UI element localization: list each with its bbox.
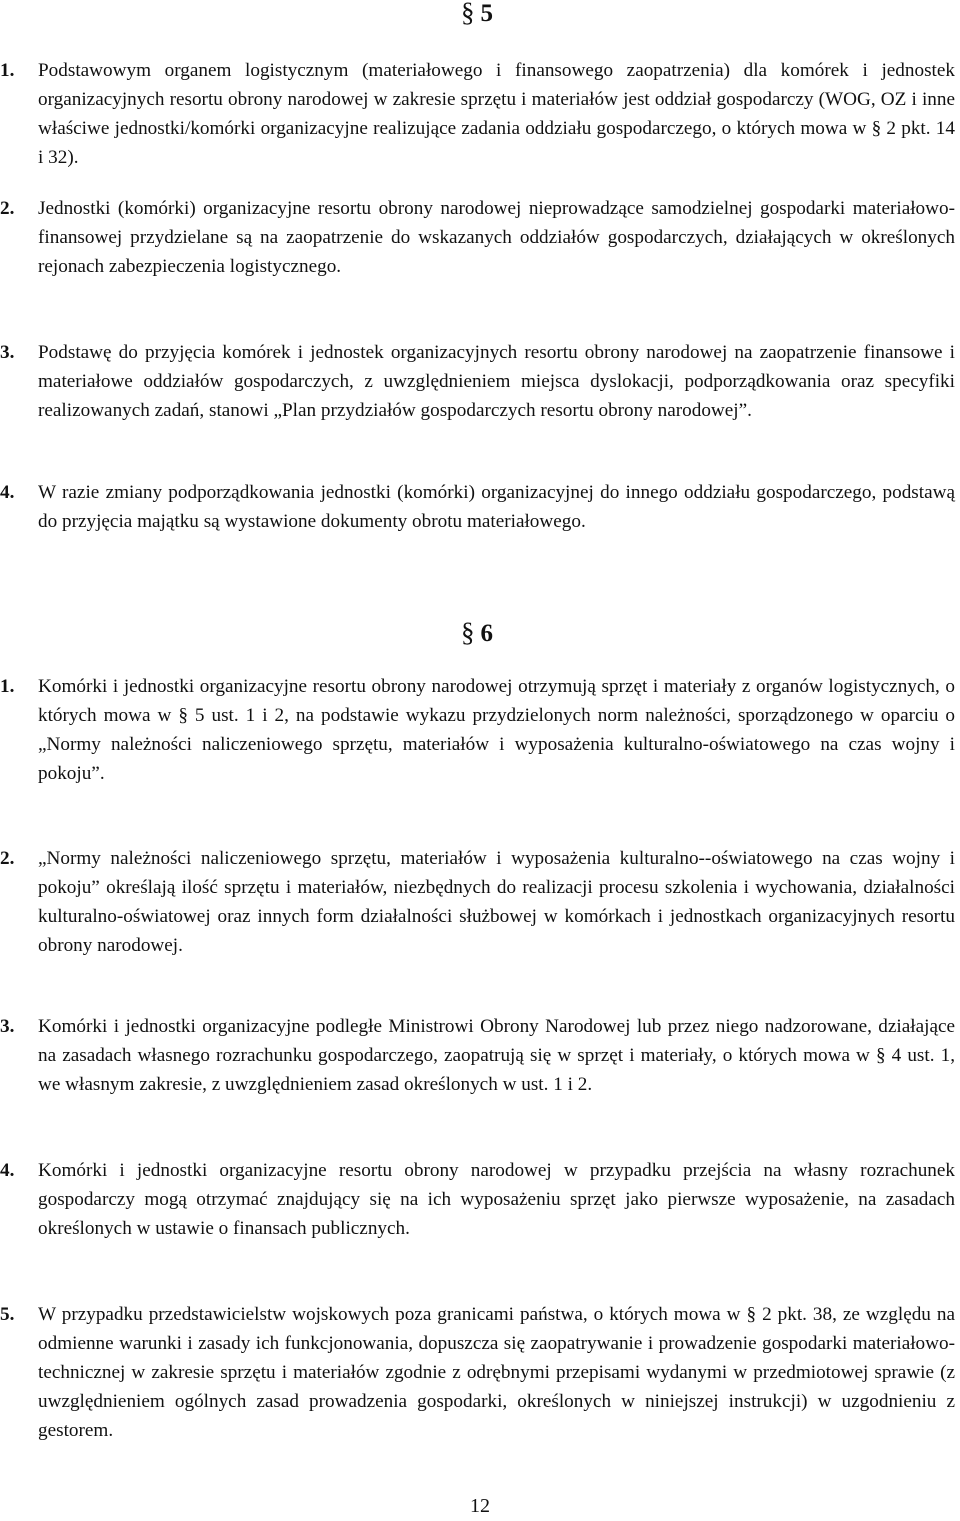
section-symbol: §: [461, 0, 475, 27]
paragraph-text: Podstawę do przyjęcia komórek i jednostek organizacyjnych resortu obrony narodowej na zaopatrzenie finansowe i materiałowe oddziałów gospodarczych, z uwzględnieniem miejsca dyslokacji, podporządkowania oraz specyfiki realizowanych zadań, stanowi „Plan przydziałów gospodarczych resortu obrony narodowej”.: [38, 342, 955, 421]
s5-paragraph-1: [0, 56, 955, 172]
s6-paragraph-1: [0, 672, 955, 788]
s5-paragraph-2: [0, 194, 955, 281]
s6-paragraph-2: [0, 844, 955, 960]
s5-paragraph-4: [0, 478, 955, 536]
s6-paragraph-3: [0, 1012, 955, 1099]
paragraph-number: 2.: [0, 198, 15, 219]
s6-paragraph-5: [0, 1300, 955, 1445]
section-number: 5: [480, 0, 493, 27]
paragraph-number: 1.: [0, 60, 15, 81]
paragraph-text: „Normy należności naliczeniowego sprzętu, materiałów i wyposażenia kulturalno--oświatowego na czas wojny i pokoju” określają ilość sprzętu i materiałów, niezbędnych do realizacji procesu szkolenia i wychowania, działalności kulturalno-oświatowej oraz innych form działalności służbowej w komórkach i jednostkach organizacyjnych resortu obrony narodowej.: [38, 848, 955, 956]
section-6-heading: [461, 617, 493, 647]
page-number: 12: [470, 1495, 490, 1517]
section-number: 6: [480, 620, 493, 647]
section-5-heading: [461, 0, 493, 26]
paragraph-number: 3.: [0, 1016, 15, 1037]
paragraph-number: 5.: [0, 1304, 15, 1325]
paragraph-text: W razie zmiany podporządkowania jednostki (komórki) organizacyjnej do innego oddziału gospodarczego, podstawą do przyjęcia majątku są wystawione dokumenty obrotu materiałowego.: [38, 482, 955, 532]
s5-paragraph-3: [0, 338, 955, 425]
paragraph-text: W przypadku przedstawicielstw wojskowych poza granicami państwa, o których mowa w § 2 pkt. 38, ze względu na odmienne warunki i zasady ich funkcjonowania, dopuszcza się zaopatrywanie i prowadzenie gospodarki materiałowo-technicznej w zakresie sprzętu i materiałów zgodnie z odrębnymi przepisami wydanymi w przedmiotowej sprawie (z uwzględnieniem ogólnych zasad prowadzenia gospodarki, określonych w niniejszej instrukcji) w uzgodnieniu z gestorem.: [38, 1304, 955, 1441]
paragraph-text: Komórki i jednostki organizacyjne podległe Ministrowi Obrony Narodowej lub przez niego nadzorowane, działające na zasadach własnego rozrachunku gospodarczego, zaopatrują się w sprzęt i materiały, o których mowa w § 4 ust. 1, we własnym zakresie, z uwzględnieniem zasad określonych w ust. 1 i 2.: [38, 1016, 955, 1095]
paragraph-number: 4.: [0, 1160, 15, 1181]
paragraph-number: 3.: [0, 342, 15, 363]
paragraph-text: Komórki i jednostki organizacyjne resortu obrony narodowej otrzymują sprzęt i materiały z organów logistycznych, o których mowa w § 5 ust. 1 i 2, na podstawie wykazu przydzielonych norm należności, sporządzonego w oparciu o „Normy należności naliczeniowego sprzętu, materiałów i wyposażenia kulturalno-oświatowego na czas wojny i pokoju”.: [38, 676, 955, 784]
paragraph-number: 1.: [0, 676, 15, 697]
section-symbol: §: [461, 617, 475, 647]
paragraph-number: 4.: [0, 482, 15, 503]
paragraph-text: Komórki i jednostki organizacyjne resortu obrony narodowej w przypadku przejścia na własny rozrachunek gospodarczy mogą otrzymać znajdujący się na ich wyposażeniu sprzęt jako pierwsze wyposażenie, na zasadach określonych w ustawie o finansach publicznych.: [38, 1160, 955, 1239]
s6-paragraph-4: [0, 1156, 955, 1243]
paragraph-text: Podstawowym organem logistycznym (materiałowego i finansowego zaopatrzenia) dla komórek i jednostek organizacyjnych resortu obrony narodowej w zakresie sprzętu i materiałów jest oddział gospodarczy (WOG, OZ i inne właściwe jednostki/komórki organizacyjne realizujące zadania oddziału gospodarczego, o których mowa w § 2 pkt. 14 i 32).: [38, 60, 955, 168]
paragraph-text: Jednostki (komórki) organizacyjne resortu obrony narodowej nieprowadzące samodzielnej gospodarki materiałowo-finansowej przydzielane są na zaopatrzenie do wskazanych oddziałów gospodarczych, działających w określonych rejonach zabezpieczenia logistycznego.: [38, 198, 955, 277]
paragraph-number: 2.: [0, 848, 15, 869]
